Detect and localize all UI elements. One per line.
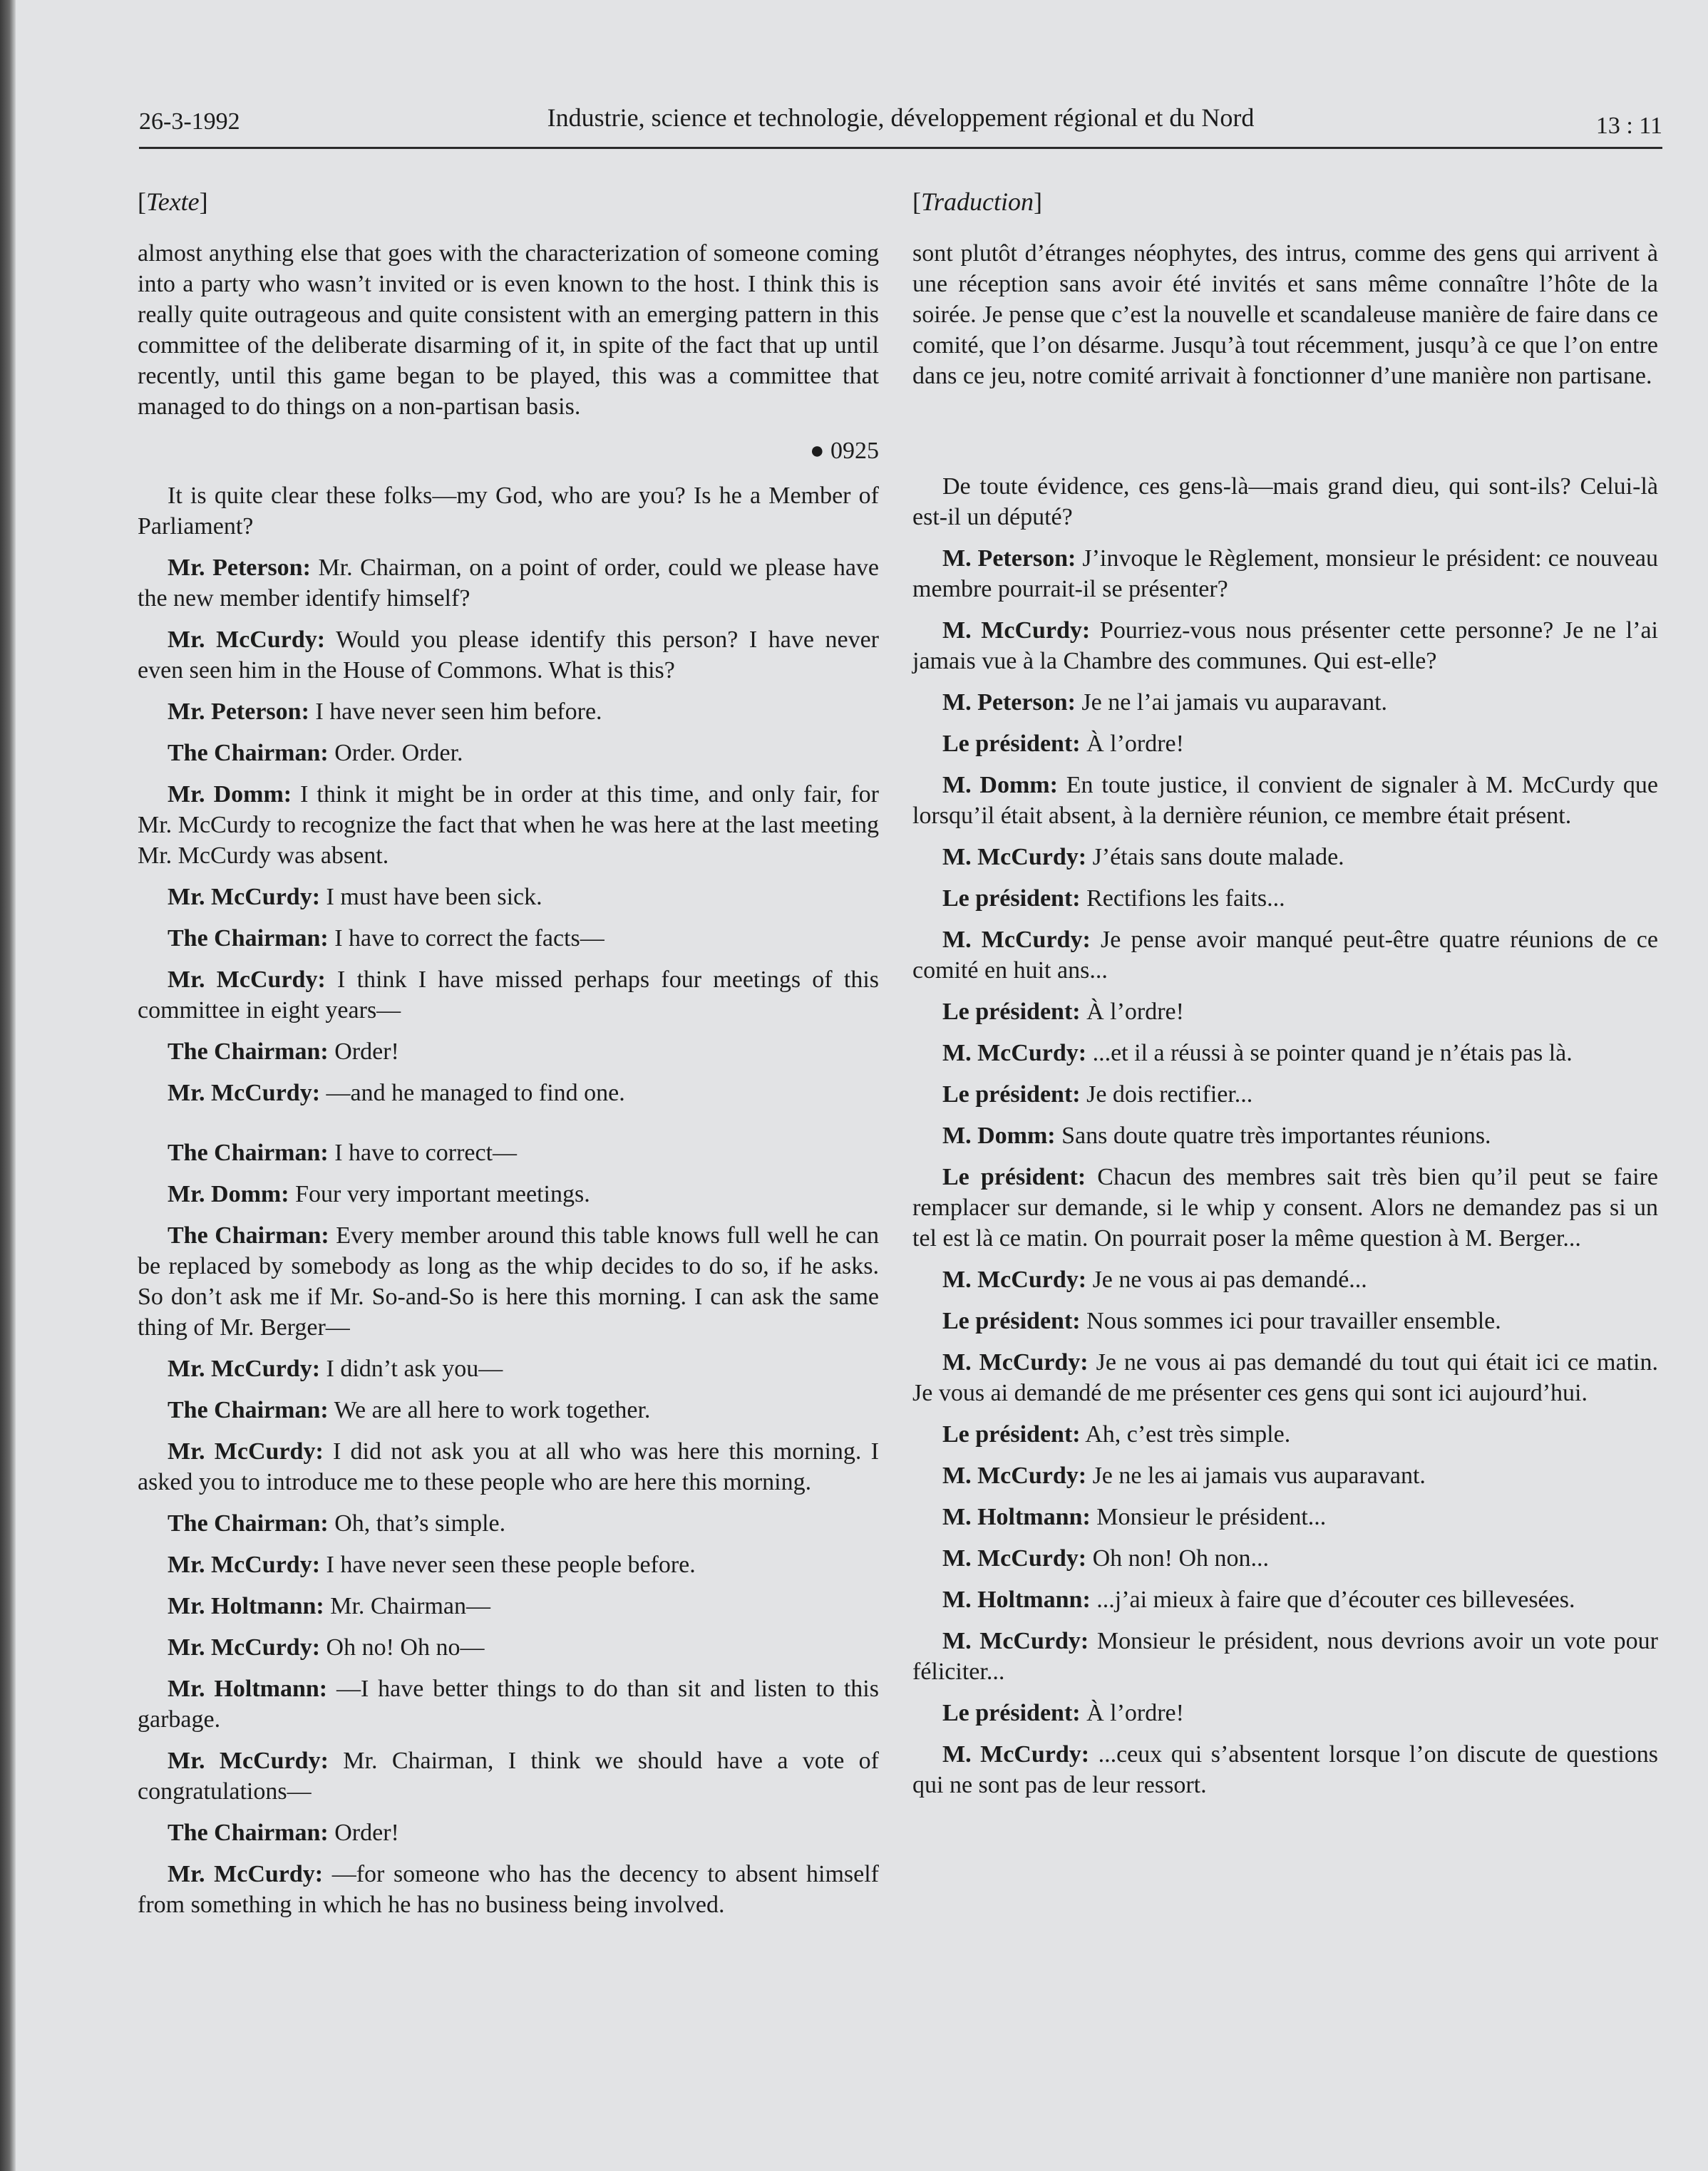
transcript-paragraph: [138, 964, 879, 1026]
speech-text: En toute justice, il convient de signaler à M. McCurdy que lorsqu’il était absent, à la dernière réunion, ce membre était présent.: [912, 772, 1658, 829]
transcript-paragraph: [912, 1306, 1658, 1336]
speaker-name: Mr. Peterson:: [168, 698, 309, 725]
speech-text: Order!: [328, 1038, 399, 1065]
transcript-paragraph: [912, 1543, 1658, 1574]
speaker-name: M. Domm:: [942, 772, 1058, 798]
speaker-name: Mr. McCurdy:: [168, 1634, 321, 1661]
speaker-name: The Chairman:: [168, 1397, 329, 1423]
transcript-paragraph: [138, 1508, 879, 1539]
speech-text: It is quite clear these folks—my God, who are you? Is he a Member of Parliament?: [138, 483, 879, 540]
transcript-paragraph: [138, 1179, 879, 1210]
transcript-paragraph: [912, 996, 1658, 1027]
transcript-paragraph: [138, 779, 879, 871]
transcript-paragraph: [138, 1745, 879, 1807]
column-label-texte: [Texte]: [138, 187, 208, 216]
speech-text: Je ne l’ai jamais vu auparavant.: [1075, 689, 1388, 716]
transcript-paragraph: [912, 842, 1658, 872]
transcript-paragraph: [912, 1460, 1658, 1491]
transcript-paragraph: [138, 1817, 879, 1848]
speaker-name: Mr. Peterson:: [168, 555, 311, 581]
speech-text: Mr. Chairman, on a point of order, could we please have the new member identify himself?: [138, 555, 879, 612]
speech-text: I have to correct the facts—: [328, 925, 605, 952]
speaker-name: M. McCurdy:: [942, 927, 1091, 953]
speech-text: À l’ordre!: [1080, 731, 1184, 757]
transcript-paragraph: [912, 1502, 1658, 1532]
transcript-paragraph: [912, 1739, 1658, 1800]
speech-text: I think it might be in order at this time, and only fair, for Mr. McCurdy to recognize the fact that when he was here at the last meeting Mr. McCurdy was absent.: [138, 781, 879, 869]
speaker-name: M. Holtmann:: [942, 1587, 1091, 1613]
transcript-paragraph: [912, 543, 1658, 604]
speech-text: ...ceux qui s’absentent lorsque l’on discute de questions qui ne sont pas de leur ressort.: [912, 1741, 1658, 1798]
speech-text: J’invoque le Règlement, monsieur le président: ce nouveau membre pourrait-il se présenter?: [912, 545, 1658, 602]
speaker-name: Mr. McCurdy:: [168, 1861, 324, 1887]
speaker-name: Le président:: [942, 1421, 1081, 1448]
speech-text: Oh, that’s simple.: [328, 1510, 506, 1537]
speech-text: Rectifions les faits...: [1080, 885, 1285, 912]
speech-text: De toute évidence, ces gens-là—mais grand dieu, qui sont-ils? Celui-là est-il un député?: [912, 473, 1658, 530]
speech-text: Monsieur le président...: [1090, 1504, 1327, 1530]
speaker-name: M. McCurdy:: [942, 1463, 1087, 1489]
speech-text: I have never seen him before.: [309, 698, 602, 725]
speaker-name: M. Domm:: [942, 1123, 1056, 1149]
transcript-paragraph: [138, 1859, 879, 1920]
speaker-name: Le président:: [942, 885, 1081, 912]
page-header: [139, 101, 1662, 149]
speaker-name: M. McCurdy:: [942, 1741, 1090, 1768]
speech-text: Je ne vous ai pas demandé du tout qui était ici ce matin. Je vous ai demandé de me présenter ces gens qui sont ici aujourd’hui.: [912, 1349, 1658, 1406]
speaker-name: Le président:: [942, 1081, 1081, 1108]
time-marker: ● 0925: [809, 438, 879, 464]
transcript-paragraph: [912, 1584, 1658, 1615]
speaker-name: The Chairman:: [168, 1820, 329, 1846]
speaker-name: Mr. McCurdy:: [168, 1080, 321, 1106]
french-column: [912, 187, 1658, 1811]
transcript-paragraph: [138, 1078, 879, 1108]
transcript-paragraph: [138, 1436, 879, 1497]
transcript-paragraph: [138, 1632, 879, 1663]
transcript-paragraph: [912, 471, 1658, 532]
transcript-paragraph: [912, 1698, 1658, 1728]
speech-text: Mr. Chairman, I think we should have a vote of congratulations—: [138, 1748, 880, 1805]
speaker-name: M. McCurdy:: [942, 1545, 1087, 1572]
transcript-paragraph: [138, 923, 879, 954]
speech-text: À l’ordre!: [1080, 1700, 1184, 1726]
speech-text: Je ne les ai jamais vus auparavant.: [1086, 1463, 1426, 1489]
speaker-name: M. Holtmann:: [942, 1504, 1091, 1530]
speech-text: —and he managed to find one.: [320, 1080, 625, 1106]
speaker-name: The Chairman:: [168, 1038, 329, 1065]
speech-text: Chacun des membres sait très bien qu’il peut se faire remplacer sur demande, si le whip y consent. Alors ne demandez pas si un tel est là ce matin. On pourrait poser la même question à M. Berger...: [912, 1164, 1659, 1252]
speech-text: Four very important meetings.: [289, 1181, 590, 1207]
speaker-name: Le président:: [942, 1700, 1081, 1726]
speech-text: J’étais sans doute malade.: [1086, 844, 1344, 870]
intro-paragraph: sont plutôt d’étranges néophytes, des intrus, comme des gens qui arrivent à une réception sans avoir été invités et sans même connaître l’hôte de la soirée. Je pense que c’est la nouvelle et scandaleuse manière de faire dans ce comité, que l’on désarme. Jusqu’à tout récemment, jusqu’à ce que l’on entre dans ce jeu, notre comité arrivait à fonctionner d’une manière non partisane.: [912, 240, 1658, 389]
transcript-paragraph: [912, 1079, 1658, 1110]
speaker-name: Le président:: [942, 1308, 1081, 1334]
column-spacer: [912, 400, 1658, 471]
transcript-paragraph: [138, 624, 879, 686]
speaker-name: The Chairman:: [168, 925, 329, 952]
transcript-paragraph: [138, 1674, 879, 1735]
speech-text: Pourriez-vous nous présenter cette personne? Je ne l’ai jamais vue à la Chambre des communes. Qui est-elle?: [912, 617, 1658, 674]
column-label-traduction: [Traduction]: [912, 187, 1043, 216]
speaker-name: Mr. McCurdy:: [168, 1552, 321, 1578]
speaker-name: M. Peterson:: [942, 545, 1076, 572]
speech-text: I must have been sick.: [320, 884, 542, 910]
transcript-paragraph: [138, 882, 879, 912]
speaker-name: M. McCurdy:: [942, 617, 1091, 644]
speaker-name: The Chairman:: [168, 1510, 329, 1537]
speaker-name: Mr. McCurdy:: [168, 1438, 324, 1465]
speech-text: ...j’ai mieux à faire que d’écouter ces billevesées.: [1090, 1587, 1575, 1613]
speaker-name: Le président:: [942, 1164, 1086, 1190]
speaker-name: Mr. McCurdy:: [168, 626, 326, 653]
speaker-name: The Chairman:: [168, 740, 329, 766]
english-paragraphs: [138, 480, 879, 1920]
transcript-paragraph: [912, 728, 1658, 759]
scan-binding-edge: [0, 0, 16, 2171]
french-paragraphs: [912, 471, 1658, 1800]
speech-text: Order!: [328, 1820, 399, 1846]
transcript-paragraph: [912, 1264, 1658, 1295]
speech-text: I have to correct—: [328, 1140, 518, 1166]
header-title: Industrie, science et technologie, développement régional et du Nord: [547, 103, 1255, 132]
speaker-name: The Chairman:: [168, 1140, 329, 1166]
speaker-name: M. McCurdy:: [942, 1267, 1087, 1293]
speech-text: Nous sommes ici pour travailler ensemble.: [1080, 1308, 1501, 1334]
speaker-name: M. McCurdy:: [942, 1040, 1087, 1066]
transcript-paragraph: [912, 1626, 1658, 1687]
transcript-paragraph: [138, 1353, 879, 1384]
transcript-paragraph: [138, 1395, 879, 1425]
transcript-paragraph: [138, 1036, 879, 1067]
speech-text: Sans doute quatre très importantes réunions.: [1055, 1123, 1491, 1149]
speech-text: Je dois rectifier...: [1080, 1081, 1253, 1108]
transcript-paragraph: [912, 687, 1658, 718]
speech-text: Je ne vous ai pas demandé...: [1086, 1267, 1367, 1293]
transcript-paragraph: [912, 883, 1658, 914]
speech-text: —for someone who has the decency to absent himself from something in which he has no business being involved.: [138, 1861, 879, 1918]
transcript-paragraph: [912, 1162, 1658, 1254]
speaker-name: Mr. McCurdy:: [168, 966, 326, 993]
speech-text: I think I have missed perhaps four meetings of this committee in eight years—: [138, 966, 879, 1023]
transcript-paragraph: [912, 924, 1658, 986]
transcript-paragraph: [912, 615, 1658, 676]
speaker-name: M. McCurdy:: [942, 1349, 1089, 1376]
speaker-name: M. McCurdy:: [942, 1628, 1089, 1654]
speech-text: Monsieur le président, nous devrions avoir un vote pour féliciter...: [912, 1628, 1658, 1685]
transcript-paragraph: [912, 770, 1658, 831]
speaker-name: Le président:: [942, 731, 1081, 757]
transcript-paragraph: [138, 1138, 879, 1168]
speech-text: Je pense avoir manqué peut-être quatre réunions de ce comité en huit ans...: [912, 927, 1658, 984]
speech-text: Mr. Chairman—: [324, 1593, 491, 1619]
speaker-name: M. Peterson:: [942, 689, 1076, 716]
speech-text: I did not ask you at all who was here this morning. I asked you to introduce me to these people who are here this morning.: [138, 1438, 879, 1495]
speech-text: Every member around this table knows full well he can be replaced by somebody as long as the whip decides to do so, if he asks. So don’t ask me if Mr. So-and-So is here this morning. I can ask the same thing of Mr. Berger—: [138, 1222, 880, 1341]
header-page-number: 13 : 11: [1595, 113, 1662, 139]
speaker-name: The Chairman:: [168, 1222, 329, 1249]
transcript-paragraph: [138, 552, 879, 614]
speaker-name: Mr. Holtmann:: [168, 1676, 328, 1702]
intro-paragraph: almost anything else that goes with the characterization of someone coming into a party who wasn’t invited or is even known to the host. I think this is really quite outrageous and quite consistent with an emerging pattern in this committee of the deliberate disarming of it, in spite of the fact that up until recently, until this game began to be played, this was a committee that managed to do things on a non-partisan basis.: [138, 240, 879, 420]
transcript-paragraph: [138, 696, 879, 727]
transcript-paragraph: [912, 1038, 1658, 1068]
speaker-name: Mr. McCurdy:: [168, 884, 321, 910]
speaker-name: Mr. Domm:: [168, 1181, 289, 1207]
speech-text: Oh no! Oh no—: [320, 1634, 485, 1661]
speech-text: Ah, c’est très simple.: [1080, 1421, 1291, 1448]
speaker-name: Mr. McCurdy:: [168, 1356, 321, 1382]
speech-text: I have never seen these people before.: [320, 1552, 696, 1578]
header-date: 26-3-1992: [139, 108, 240, 135]
speech-text: ...et il a réussi à se pointer quand je n’étais pas là.: [1086, 1040, 1573, 1066]
transcript-paragraph: [138, 1220, 879, 1343]
transcript-paragraph: [138, 1549, 879, 1580]
speaker-name: Mr. Domm:: [168, 781, 292, 808]
speaker-name: M. McCurdy:: [942, 844, 1087, 870]
speech-text: We are all here to work together.: [328, 1397, 651, 1423]
speech-text: Order. Order.: [328, 740, 463, 766]
speech-text: I didn’t ask you—: [320, 1356, 503, 1382]
transcript-paragraph: [138, 738, 879, 768]
speech-text: À l’ordre!: [1080, 999, 1184, 1025]
speaker-name: Mr. McCurdy:: [168, 1748, 329, 1774]
speech-text: —I have better things to do than sit and listen to this garbage.: [138, 1676, 879, 1733]
transcript-paragraph: [912, 1347, 1658, 1408]
speech-text: Would you please identify this person? I have never even seen him in the House of Commons. What is this?: [138, 626, 879, 684]
transcript-paragraph: [912, 1120, 1658, 1151]
transcript-paragraph: [912, 1419, 1658, 1450]
transcript-paragraph: [138, 480, 879, 542]
english-column: [138, 187, 879, 1931]
speech-text: Oh non! Oh non...: [1086, 1545, 1269, 1572]
speaker-name: Le président:: [942, 999, 1081, 1025]
speaker-name: Mr. Holtmann:: [168, 1593, 324, 1619]
paragraph-gap: [138, 1119, 879, 1138]
transcript-paragraph: [138, 1591, 879, 1621]
